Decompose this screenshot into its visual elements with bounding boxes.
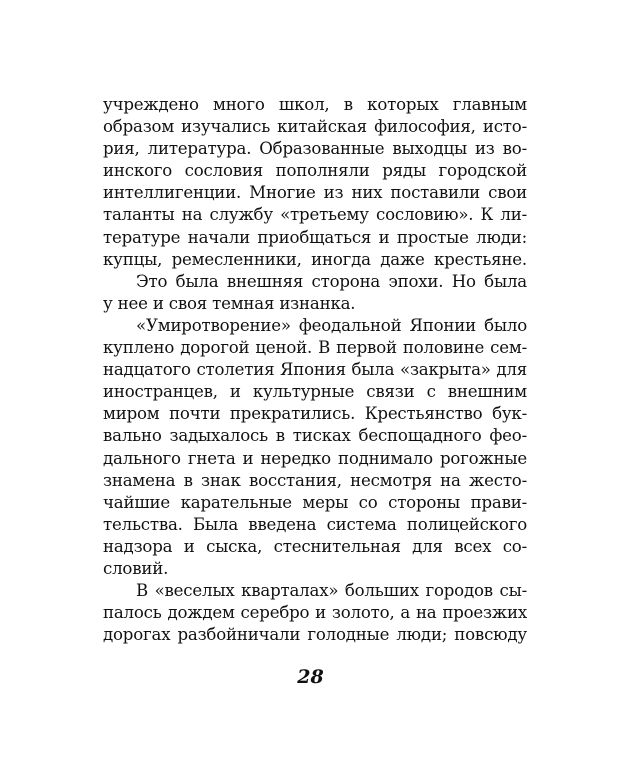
text-line: тературе начали приобщаться и простые люди: (103, 227, 527, 247)
text-line: чайшие карательные меры со стороны прави- (103, 492, 527, 512)
paragraph-start-line: Это была внешняя сторона эпохи. Но была (136, 271, 527, 291)
text-line: куплено дорогой ценой. В первой половине сем- (103, 338, 527, 358)
paragraph-end-line: у нее и своя темная изнанка. (103, 293, 356, 313)
text-line: надцатого столетия Япония была «закрыта» для (103, 360, 527, 380)
text-line: образом изучались китайская философия, исто- (103, 117, 527, 137)
paragraph-start-line: В «веселых кварталах» больших городов сы- (136, 581, 527, 601)
text-line: тельства. Была введена система полицейского (103, 514, 527, 534)
text-line: палось дождем серебро и золото, а на проезжих (103, 603, 527, 623)
text-line: знамена в знак восстания, несмотря на жесто- (103, 470, 527, 490)
text-line: надзора и сыска, стеснительная для всех со- (103, 536, 527, 556)
text-line: таланты на службу «третьему сословию». К ли- (103, 205, 527, 225)
text-line: интеллигенции. Многие из них поставили свои (103, 183, 527, 203)
text-line: рия, литература. Образованные выходцы из во- (103, 139, 527, 159)
text-line: вально задыхалось в тисках беспощадного фео- (103, 426, 527, 446)
page-number: 28 (297, 666, 324, 688)
text-line: купцы, ремесленники, иногда даже крестьяне. (103, 249, 527, 269)
text-line: дального гнета и нередко поднимало рогожные (103, 448, 527, 468)
text-line: инского сословия пополняли ряды городской (103, 161, 527, 181)
text-line: миром почти прекратились. Крестьянство бук- (103, 404, 527, 424)
text-line: дорогах разбойничали голодные люди; повсюду (103, 625, 527, 645)
paragraph-start-line: «Умиротворение» феодальной Японии было (136, 315, 527, 335)
paragraph-end-line: словий. (103, 558, 169, 578)
body-text (103, 94, 527, 646)
text-line: учреждено много школ, в которых главным (103, 95, 527, 114)
text-line: иностранцев, и культурные связи с внешним (103, 382, 527, 402)
